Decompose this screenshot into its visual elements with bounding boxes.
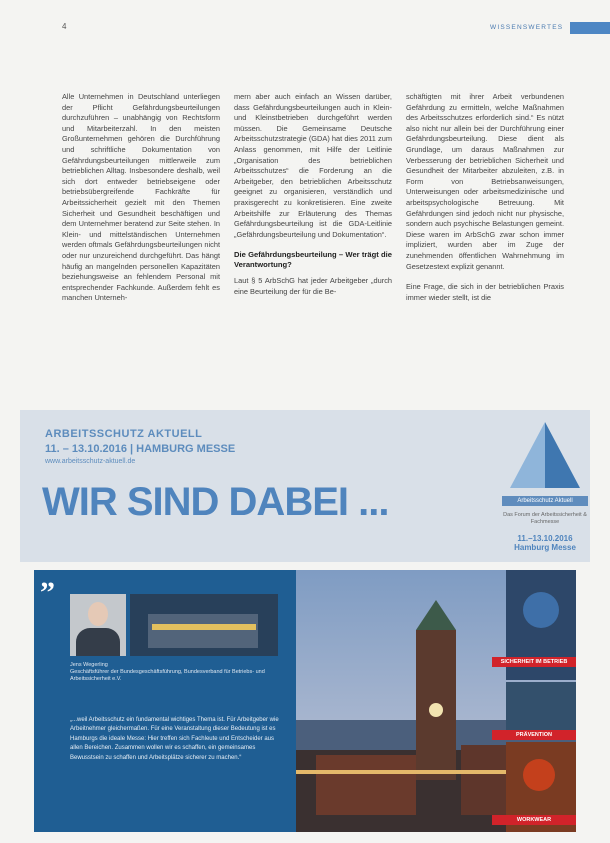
tag-sicherheit: SICHERHEIT IM BETRIEB <box>492 657 576 667</box>
section-color-bar <box>570 22 610 34</box>
logo-date <box>502 534 588 552</box>
speaker-name: Jens Wegerling <box>70 662 108 668</box>
event-logo <box>502 418 588 558</box>
logo-place-line: Hamburg Messe <box>514 543 576 552</box>
logo-subtitle: Das Forum der Arbeitssicherheit & Fachmesse <box>503 512 587 525</box>
article-paragraph: Laut § 5 ArbSchG hat jeder Arbeitgeber „durch eine Beurteilung der für die Be- <box>234 276 392 296</box>
article-paragraph: Eine Frage, die sich in der betrieblichen Praxis immer wieder stellt, ist die <box>406 282 564 302</box>
event-date: 11. – 13.10.2016 | HAMBURG MESSE <box>45 443 236 455</box>
article-body <box>62 92 572 392</box>
quote-mark-icon: ” <box>40 576 55 609</box>
pyramid-logo-icon <box>502 418 588 496</box>
tag-praevention: PRÄVENTION <box>492 730 576 740</box>
article-column-2 <box>234 92 392 308</box>
banner-slogan: WIR SIND DABEI ... <box>42 480 389 524</box>
article-subheading: Die Gefährdungsbeurteilung – Wer trägt die Verantwortung? <box>234 250 392 270</box>
article-column-3 <box>406 92 564 313</box>
speaker-portrait <box>70 594 126 656</box>
speaker-role: Geschäftsführer der Bundesgeschäftsführung, Bundesverband für Betriebs- und Arbeitssicherheit e.V. <box>70 669 265 682</box>
article-paragraph: Alle Unternehmen in Deutschland unterliegen der Pflicht Gefährdungsbeurteilungen durchzuführen – unabhängig von Rechtsform und Mitarbeiterzahl. In den meisten Großunternehmen gehören die Durchführung und schriftliche Dokumentation von Gefährdungsbeurteilungen mittlerweile zum betrieblichen Alltag. Insbesondere deshalb, weil sich dort entweder betriebseigene oder betriebsübergreifende Fachkräfte für Arbeitssicherheit gezielt mit den Themen Sicherheit und Gesundheit beschäftigen und dem Unternehmer beratend zur Seite stehen. In Klein- und mittelständischen Unternehmen werden oftmals Gefährdungsbeurteilungen nicht oder nur unzureichend durchgeführt. Das hängt häufig an mangelnden personellen Kapazitäten beziehungsweise an fehlendem Personal mit entsprechender Fachkunde. Außerdem fehlt es manchen Unterneh- <box>62 92 220 303</box>
advertisement <box>34 570 576 832</box>
event-banner <box>20 410 590 562</box>
event-url[interactable]: www.arbeitsschutz-aktuell.de <box>45 458 136 465</box>
logo-name: Arbeitsschutz Aktuell <box>502 496 588 506</box>
event-title: ARBEITSSCHUTZ AKTUELL <box>45 428 203 440</box>
section-label: WISSENSWERTES <box>490 24 564 31</box>
article-column-1 <box>62 92 220 314</box>
logo-date-line: 11.–13.10.2016 <box>517 534 573 543</box>
page-number: 4 <box>62 22 67 31</box>
exhibition-hall-photo <box>130 594 278 656</box>
article-paragraph: mern aber auch einfach an Wissen darüber, dass Gefährdungsbeurteilungen auch in Klein- und Kleinstbetrieben durchgeführt werden müssen. Die Gemeinsame Deutsche Arbeitsschutzstrategie (GDA) hat dies 2011 zum Anlass genommen, mit Hilfe der Leitlinie „Organisation des betrieblichen Arbeitsschutzes“ die Forderung an die Arbeitgeber, den betrieblichen Arbeitsschutz geeignet zu organisieren, verständlich und praxisgerecht zu konkretisieren. Eine zweite Arbeitshilfe zur Erläuterung des Themas Gefährdungsbeurteilung ist die GDA-Leitlinie „Gefährdungsbeurteilung und Dokumentation“. <box>234 92 392 239</box>
article-paragraph: schäftigten mit ihrer Arbeit verbundenen Gefährdung zu ermitteln, welche Maßnahmen des Arbeitsschutzes erforderlich sind.“ Es nützt also nicht nur allein bei der Durchführung einer Gefährdungsbeurteilung. Diese dient als Grundlage, um daraus Maßnahmen zur Verbesserung der betrieblichen Sicherheit und Gesundheit der Mitarbeiter abzuleiten, z.B. in Form von Betriebsanweisungen, Unterweisungen oder arbeitsmedizinische und arbeitspsychologische Betreuung. Mit Gefährdungen sind jedoch nicht nur physische, sondern auch psychische Belastungen gemeint. Diese waren im ArbSchG zwar schon immer impliziert, wurden aber im Zuge der zunehmenden öffentlichen Wahrnehmung im Gesetzestext explizit genannt. <box>406 92 564 271</box>
hamburg-harbor-photo <box>296 570 576 832</box>
section-header <box>490 22 610 34</box>
quote-text: „...weil Arbeitsschutz ein fundamental wichtiges Thema ist. Für Arbeitgeber wie Arbeitnehmer gleichermaßen. Für eine Veranstaltung dieser Bedeutung ist es Hamburgs die ideale Messe: Hier treffen sich Fachleute und Entscheider aus allen Bereichen. Zusammen wollen wir es schaffen, ein gemeinsames Bewusstsein zu schaffen und Arbeitsplätze sicherer zu machen.“ <box>70 717 279 761</box>
tag-workwear: WORKWEAR <box>492 815 576 825</box>
